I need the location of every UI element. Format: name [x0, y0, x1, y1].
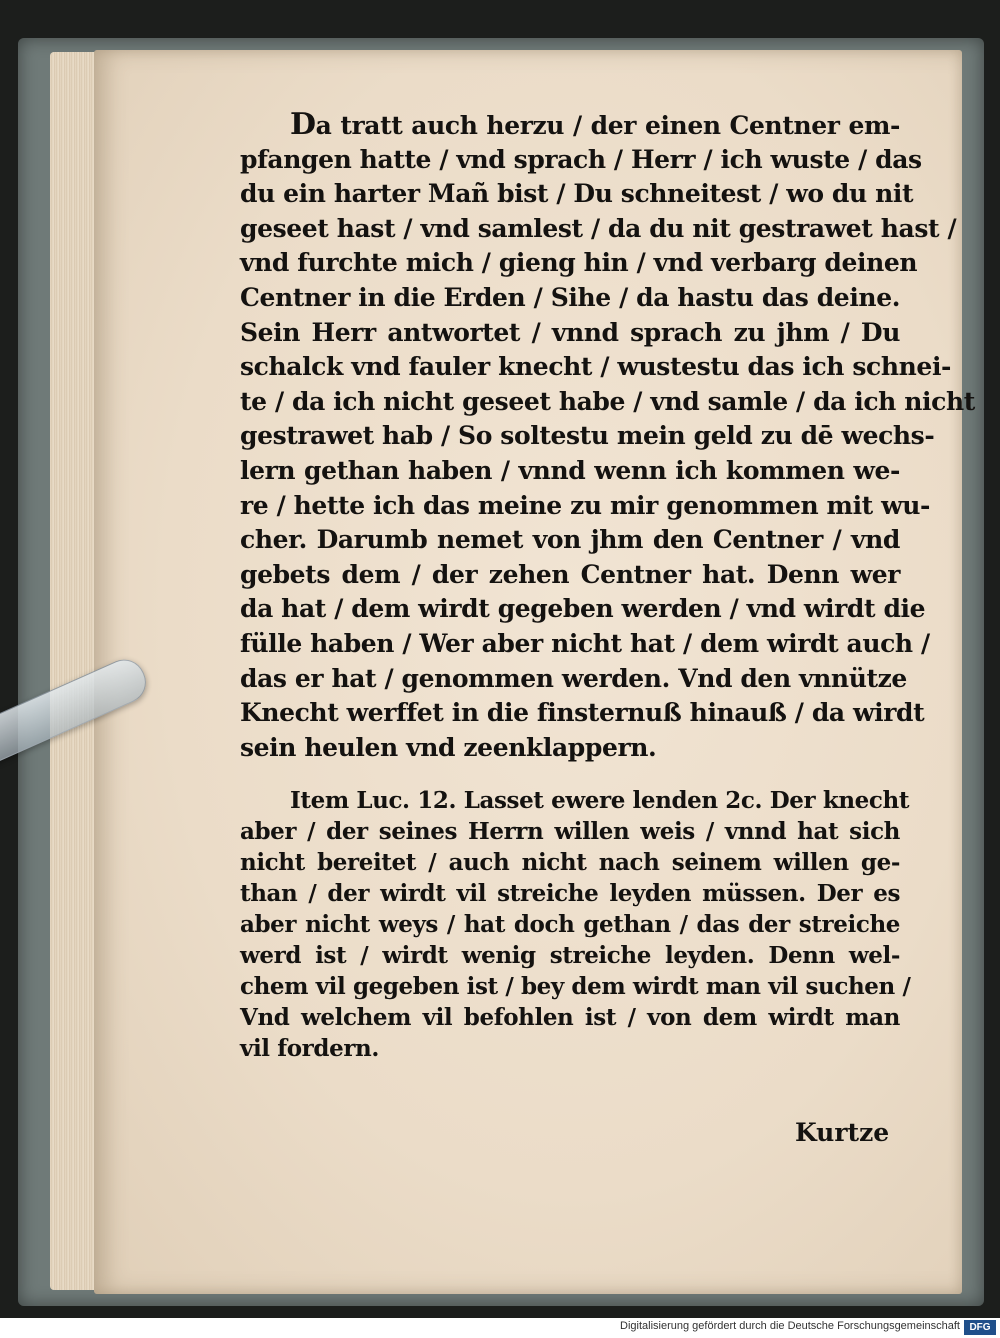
text-line: gestrawet hab / So soltestu mein geld zu dē wechs-	[240, 421, 935, 451]
text-line: cher. Darumb nemet von jhm den Centner / vnd	[240, 525, 900, 555]
text-line: Vnd welchem vil befohlen ist / von dem wirdt man	[240, 1004, 900, 1032]
text-line: Sein Herr antwortet / vnnd sprach zu jhm / Du	[240, 317, 900, 347]
text-line: vnd furchte mich / gieng hin / vnd verbarg deinen	[240, 248, 918, 278]
text-line: chem vil gegeben ist / bey dem wirdt man vil suchen /	[240, 973, 911, 1001]
text-line: du ein harter Mañ bist / Du schneitest / wo du nit	[240, 179, 914, 209]
text-line: vil fordern.	[240, 1035, 379, 1063]
text-line: Centner in die Erden / Sihe / da hastu das deine.	[240, 282, 900, 312]
text-line: te / da ich nicht geseet habe / vnd samle / da ich nicht	[240, 386, 975, 416]
text-line: da hat / dem wirdt gegeben werden / vnd wirdt die	[240, 594, 926, 624]
footer-credit: Digitalisierung gefördert durch die Deutsche Forschungsgemeinschaft	[620, 1320, 960, 1332]
text-line: lern gethan haben / vnnd wenn ich kommen we-	[240, 455, 900, 485]
text-line: pfangen hatte / vnd sprach / Herr / ich wuste / das	[240, 144, 922, 174]
text-line: geseet hast / vnd samlest / da du nit gestrawet hast /	[240, 213, 957, 243]
text-line: Da tratt auch herzu / der einen Centner em-	[290, 107, 900, 142]
text-line: fülle haben / Wer aber nicht hat / dem wirdt auch /	[240, 628, 930, 658]
text-line: aber nicht weys / hat doch gethan / das der streiche	[240, 911, 900, 939]
text-line: das er hat / genommen werden. Vnd den vnnütze	[240, 663, 907, 693]
text-line: Knecht werffet in die finsternuß hinauß / da wirdt	[240, 698, 925, 728]
text-line: aber / der seines Herrn willen weis / vnnd hat sich	[240, 818, 900, 846]
footer-bar	[0, 1318, 1000, 1338]
page-text	[240, 107, 975, 1064]
text-line: re / hette ich das meine zu mir genommen mit wu-	[240, 490, 931, 520]
text-line: nicht bereitet / auch nicht nach seinem willen ge-	[240, 849, 900, 877]
paragraph-1	[240, 107, 975, 765]
dfg-logo: DFG	[964, 1320, 996, 1335]
paragraph-2	[240, 785, 911, 1064]
text-line: werd ist / wirdt wenig streiche leyden. Denn wel-	[240, 942, 900, 970]
text-line: sein heulen vnd zeenklappern.	[240, 732, 657, 762]
text-line: than / der wirdt vil streiche leyden müssen. Der es	[240, 880, 900, 908]
text-line: schalck vnd fauler knecht / wustestu das ich schnei-	[240, 352, 952, 382]
text-line: Item Luc. 12. Lasset ewere lenden 2c. Der knecht	[290, 787, 910, 815]
catchword: Kurtze	[795, 1118, 890, 1147]
text-line: gebets dem / der zehen Centner hat. Denn wer	[240, 559, 900, 589]
paragraph-gap	[240, 765, 900, 785]
